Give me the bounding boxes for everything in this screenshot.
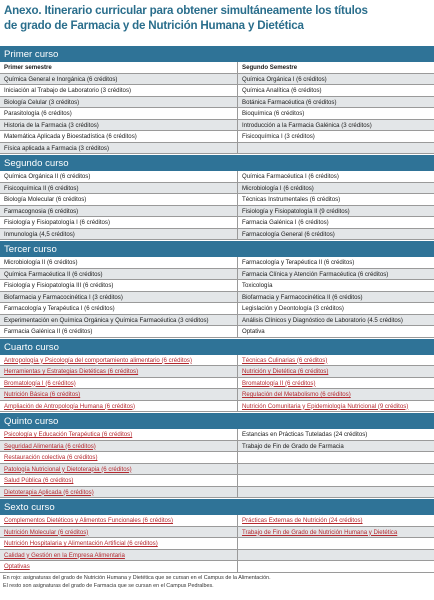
subject-name: Complementos Dietéticos y Alimentos Funcionales (6 créditos) [4,517,174,524]
subject-cell-second-semester [238,143,434,155]
subject-row [0,550,434,562]
subject-name: Dietoterapia Aplicada (6 créditos) [4,488,94,496]
subject-cell-second-semester [238,303,434,315]
subject-cell-second-semester [238,475,434,487]
subject-name: Biología Molecular (6 créditos) [4,196,87,203]
subject-name: Microbiología II (6 créditos) [4,259,78,266]
subject-name: Restauración colectiva (6 créditos) [4,454,98,461]
course-year-section [0,154,434,240]
subject-row [0,452,434,464]
subject-name: Técnicas Culinarias (6 créditos) [242,356,328,364]
subject-name: Nutrición Molecular (6 créditos) [4,528,89,536]
subject-cell-second-semester [238,183,434,195]
course-year-header: Sexto curso [0,498,434,515]
subject-cell-first-semester [0,452,238,464]
subject-row [0,315,434,327]
subject-name: Química Analítica (6 créditos) [242,87,322,94]
subject-cell-first-semester [0,108,238,120]
subject-cell-first-semester [0,487,238,499]
subject-row [0,487,434,499]
subject-cell-first-semester [0,315,238,327]
subject-name: Salud Pública (6 créditos) [4,477,74,484]
subject-row [0,378,434,390]
subject-name: Microbiología I (6 créditos) [242,184,314,192]
subject-name: Biología Celular (3 créditos) [4,98,80,106]
subject-row [0,441,434,453]
subject-cell-first-semester [0,441,238,453]
subject-name: Farmacia Galénica I (6 créditos) [242,219,329,226]
subject-cell-second-semester [238,366,434,378]
subject-cell-first-semester [0,280,238,292]
subject-cell-second-semester [238,108,434,120]
subject-row [0,194,434,206]
footnote-rest-legend: El resto son asignaturas del grado de Farmacia que se cursan en el Campus Pedralbes. [3,582,214,589]
subject-name: Matemática Aplicada y Bioestadística (6 créditos) [4,133,137,140]
subject-name: Farmacología General (6 créditos) [242,230,335,238]
subject-cell-second-semester [238,561,434,573]
subject-cell-second-semester [238,206,434,218]
subject-cell-first-semester [0,74,238,86]
subject-cell-second-semester [238,550,434,562]
course-year-header: Segundo curso [0,154,434,171]
course-year-header: Primer curso [0,45,434,62]
semester-header-row [0,62,434,74]
subject-cell-second-semester [238,389,434,401]
subject-cell-second-semester [238,527,434,539]
first-semester-heading: Primer semestre [0,62,238,74]
course-year-section [0,338,434,413]
subject-name: Técnicas Instrumentales (6 créditos) [242,196,341,203]
subject-cell-first-semester [0,303,238,315]
subject-cell-first-semester [0,389,238,401]
subject-name: Fisiología y Fisiopatología III (6 créditos) [4,282,114,289]
subject-row [0,292,434,304]
subject-name: Parasitología (6 créditos) [4,110,72,117]
subject-row [0,515,434,527]
subject-row [0,120,434,132]
subject-row [0,171,434,183]
subject-name: Toxicología [242,282,273,289]
subject-row [0,326,434,338]
subject-cell-second-semester [238,452,434,464]
course-year-header: Cuarto curso [0,338,434,355]
subject-row [0,464,434,476]
subject-row [0,206,434,218]
subject-name: Nutrición Hospitalaria y Alimentación Artificial (6 créditos) [4,540,158,547]
subject-name: Trabajo de Fin de Grado de Farmacia [242,442,344,450]
title-line-2: de grado de Farmacia y de Nutrición Humana y Dietética [4,19,304,32]
subject-cell-first-semester [0,550,238,562]
subject-cell-first-semester [0,561,238,573]
subject-name: Patología Nutricional y Dietoterapia (6 créditos) [4,465,132,473]
subject-cell-first-semester [0,475,238,487]
subject-cell-first-semester [0,131,238,143]
subject-row [0,97,434,109]
subject-cell-second-semester [238,131,434,143]
subject-cell-second-semester [238,171,434,183]
subject-cell-first-semester [0,183,238,195]
course-year-section [0,45,434,154]
subject-cell-first-semester [0,326,238,338]
title-line-1: Anexo. Itinerario curricular para obtener simultáneamente los títulos [4,4,368,17]
subject-name: Introducción a la Farmacia Galénica (3 créditos) [242,121,372,129]
subject-cell-first-semester [0,464,238,476]
subject-name: Seguridad Alimentaria (6 créditos) [4,442,96,450]
subject-cell-first-semester [0,97,238,109]
subject-cell-first-semester [0,378,238,390]
subject-cell-second-semester [238,280,434,292]
subject-cell-second-semester [238,515,434,527]
subject-row [0,257,434,269]
subject-cell-second-semester [238,194,434,206]
subject-cell-first-semester [0,229,238,241]
subject-name: Trabajo de Fin de Grado de Nutrición Humana y Dietética [242,528,398,536]
subject-name: Calidad y Gestión en la Empresa Alimentaria [4,551,125,559]
subject-cell-first-semester [0,143,238,155]
subject-name: Fisicoquímica II (6 créditos) [4,184,79,192]
subject-row [0,538,434,550]
subject-row [0,355,434,367]
subject-name: Herramientas y Estrategias Dietéticas (6 créditos) [4,368,139,375]
subject-cell-second-semester [238,401,434,413]
subject-name: Fisiología y Fisiopatología I (6 créditos) [4,219,111,226]
subject-cell-second-semester [238,85,434,97]
subject-name: Física aplicada a Farmacia (3 créditos) [4,144,109,152]
subject-name: Química Orgánica II (6 créditos) [4,173,91,180]
subject-cell-first-semester [0,85,238,97]
subject-name: Nutrición Comunitaria y Epidemiología Nutricional (9 créditos) [242,402,409,410]
subject-name: Experimentación en Química Orgánica y Química Farmacéutica (3 créditos) [4,316,209,324]
subject-cell-first-semester [0,355,238,367]
subject-name: Estancias en Prácticas Tuteladas (24 créditos) [242,431,368,438]
subject-row [0,280,434,292]
subject-cell-second-semester [238,97,434,109]
subject-cell-second-semester [238,120,434,132]
subject-row [0,389,434,401]
subject-name: Farmacia Clínica y Atención Farmacéutica (6 créditos) [242,270,389,278]
subject-row [0,108,434,120]
subject-row [0,401,434,413]
subject-row [0,183,434,195]
subject-name: Antropología y Psicología del comportamiento alimentario (6 créditos) [4,356,192,364]
subject-cell-first-semester [0,194,238,206]
course-year-header: Tercer curso [0,240,434,257]
subject-cell-second-semester [238,292,434,304]
subject-name: Farmacia Galénica II (6 créditos) [4,328,93,335]
subject-cell-first-semester [0,269,238,281]
subject-row [0,366,434,378]
subject-name: Nutrición y Dietética (6 créditos) [242,368,329,375]
subject-name: Regulación del Metabolismo (6 créditos) [242,391,351,398]
subject-row [0,475,434,487]
subject-cell-second-semester [238,229,434,241]
subject-name: Bromatología II (6 créditos) [242,379,316,387]
subject-name: Biofarmacia y Farmacocinética I (3 créditos) [4,293,123,301]
subject-name: Fisiología y Fisiopatología II (9 créditos) [242,207,350,215]
subject-cell-first-semester [0,527,238,539]
subject-name: Optativas [4,563,30,570]
subject-cell-first-semester [0,292,238,304]
subject-name: Fisicoquímica I (3 créditos) [242,133,315,140]
subject-cell-second-semester [238,315,434,327]
subject-cell-second-semester [238,269,434,281]
course-year-header: Quinto curso [0,412,434,429]
subject-cell-second-semester [238,257,434,269]
subject-cell-first-semester [0,401,238,413]
subject-cell-second-semester [238,441,434,453]
subject-cell-second-semester [238,378,434,390]
subject-cell-second-semester [238,464,434,476]
subject-name: Química Farmacéutica II (6 créditos) [4,270,103,278]
subject-row [0,303,434,315]
subject-cell-first-semester [0,120,238,132]
subject-row [0,269,434,281]
subject-name: Química Orgánica I (6 créditos) [242,75,327,83]
subject-name: Bioquímica (6 créditos) [242,110,305,117]
subject-cell-first-semester [0,429,238,441]
subject-name: Optativa [242,328,265,335]
subject-cell-second-semester [238,326,434,338]
subject-cell-second-semester [238,487,434,499]
subject-name: Química General e Inorgánica (6 créditos) [4,75,118,83]
subject-cell-first-semester [0,515,238,527]
subject-cell-second-semester [238,429,434,441]
subject-row [0,429,434,441]
subject-name: Biofarmacia y Farmacocinética II (6 créditos) [242,293,363,301]
subject-cell-second-semester [238,355,434,367]
subject-cell-first-semester [0,366,238,378]
subject-cell-first-semester [0,257,238,269]
subject-name: Nutrición Básica (6 créditos) [4,391,81,398]
subject-name: Prácticas Externas de Nutrición (24 créditos) [242,517,363,524]
page-title [4,3,430,33]
course-year-section [0,240,434,338]
subject-name: Ampliación de Antropología Humana (6 créditos) [4,402,136,410]
subject-row [0,131,434,143]
subject-cell-second-semester [238,538,434,550]
subject-row [0,527,434,539]
subject-row [0,143,434,155]
subject-cell-first-semester [0,171,238,183]
subject-name: Iniciación al Trabajo de Laboratorio (3 créditos) [4,87,132,94]
subject-name: Química Farmacéutica I (6 créditos) [242,173,339,180]
subject-row [0,229,434,241]
footnote-red-legend: En rojo: asignaturas del grado de Nutrición Humana y Dietética que se cursan en el Campus de la Alimentación. [3,575,271,581]
subject-name: Inmunología (4,5 créditos) [4,230,75,238]
curriculum-table [0,45,434,573]
subject-row [0,561,434,573]
subject-name: Historia de la Farmacia (3 créditos) [4,121,99,129]
subject-name: Botánica Farmacéutica (6 créditos) [242,98,337,106]
subject-name: Farmacognosia (6 créditos) [4,207,79,215]
subject-cell-first-semester [0,217,238,229]
subject-row [0,217,434,229]
second-semester-heading: Segundo Semestre [238,62,434,74]
footnotes [3,575,433,590]
subject-name: Bromatología I (6 créditos) [4,379,76,387]
subject-cell-first-semester [0,538,238,550]
subject-cell-first-semester [0,206,238,218]
course-year-section [0,498,434,573]
subject-cell-second-semester [238,74,434,86]
subject-name: Análisis Clínicos y Diagnóstico de Laboratorio (4.5 créditos) [242,316,403,324]
subject-cell-second-semester [238,217,434,229]
subject-row [0,74,434,86]
subject-name: Psicología y Educación Terapéutica (6 créditos) [4,431,133,438]
course-year-section [0,412,434,498]
subject-row [0,85,434,97]
subject-name: Farmacología y Terapéutica I (6 créditos) [4,305,115,312]
subject-name: Farmacología y Terapéutica II (6 créditos) [242,259,355,266]
subject-name: Legislación y Deontología (3 créditos) [242,305,344,312]
